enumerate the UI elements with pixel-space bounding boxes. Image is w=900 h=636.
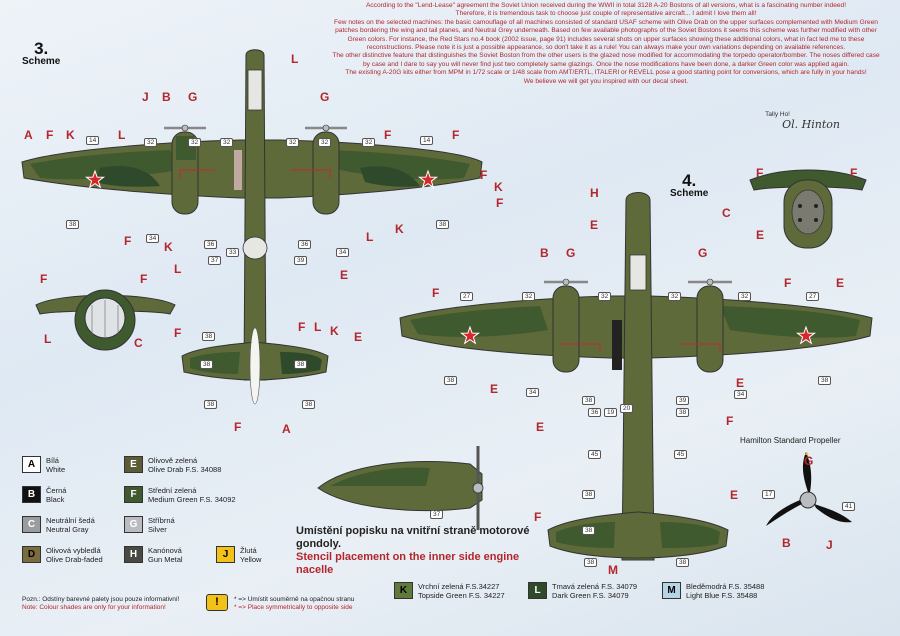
stencil-number: 37 [430, 510, 443, 519]
scheme-3-aircraft-top-view [22, 50, 482, 404]
callout-label: F [432, 286, 440, 300]
legend-item [528, 582, 637, 600]
intro-paragraph: The other distinctive feature that distinguishes the Soviet Boston from the other users is the glazed nose modified for accommodating the torpedo operator/bomber. The noses differed case by case and I dare to say you will never find just two completely same glazings. Once the nose modifications have been done, a darker Green color was applied again. [332, 52, 880, 68]
legend-text [686, 582, 764, 600]
legend-name-cz: Neutrální šedá [46, 516, 95, 525]
scheme-number: 4. [682, 171, 697, 190]
callout-label: F [234, 420, 242, 434]
callout-label: B [782, 536, 791, 550]
propeller-title: Hamilton Standard Propeller [740, 436, 841, 445]
callout-label: G [804, 454, 814, 468]
legend-item [124, 486, 236, 504]
palette-note-cz: Pozn.: Odstíny barevné palety jsou pouze informativní! [22, 596, 180, 603]
callout-label: F [452, 128, 460, 142]
callout-label: C [134, 336, 143, 350]
callout-label: K [395, 222, 404, 236]
stencil-number: 38 [200, 360, 213, 369]
callout-label: F [40, 272, 48, 286]
callout-label: K [494, 180, 503, 194]
stencil-number: 27 [460, 292, 473, 301]
callout-label: J [826, 538, 833, 552]
legend-item [216, 546, 261, 564]
callout-label: K [66, 128, 75, 142]
stencil-number: 38 [66, 220, 79, 229]
signature-greeting: Tally Ho! [765, 111, 790, 118]
legend-name-en: Olive Drab F.S. 34088 [148, 465, 222, 474]
callout-label: F [534, 510, 542, 524]
legend-name-en: Gun Metal [148, 555, 183, 564]
callout-label: E [354, 330, 363, 344]
color-swatch: C [22, 516, 41, 533]
legend-text [240, 546, 261, 564]
legend-name-en: Light Blue F.S. 35488 [686, 591, 758, 600]
stencil-number: 38 [582, 490, 595, 499]
symmetry-note-en: * => Place symmetrically to opposite side [234, 604, 353, 611]
legend-text [418, 582, 505, 600]
callout-label: E [730, 488, 739, 502]
nacelle-stencil-note [296, 525, 556, 577]
stencil-number: 39 [676, 396, 689, 405]
stencil-number: 38 [582, 526, 595, 535]
stencil-number: 32 [362, 138, 375, 147]
legend-item [124, 456, 221, 474]
callout-label: F [784, 276, 792, 290]
color-swatch: D [22, 546, 41, 563]
stencil-number: 32 [522, 292, 535, 301]
callout-label: J [142, 90, 149, 104]
stencil-number: 39 [294, 256, 307, 265]
stencil-number: 41 [842, 502, 855, 511]
stencil-number: 32 [144, 138, 157, 147]
callout-label: F [384, 128, 392, 142]
callout-label: L [44, 332, 52, 346]
stencil-number: 27 [806, 292, 819, 301]
color-swatch: H [124, 546, 143, 563]
stencil-number: 38 [676, 558, 689, 567]
callout-label: A [24, 128, 33, 142]
legend-name-en: Dark Green F.S. 34079 [552, 591, 629, 600]
stencil-number: 34 [336, 248, 349, 257]
callout-label: E [340, 268, 349, 282]
legend-item [22, 486, 66, 504]
callout-label: E [490, 382, 499, 396]
color-swatch: L [528, 582, 547, 599]
stencil-number: 45 [588, 450, 601, 459]
callout-label: L [366, 230, 374, 244]
legend-name-en: Medium Green F.S. 34092 [148, 495, 236, 504]
legend-name-cz: Vrchní zelená F.S.34227 [418, 582, 500, 591]
stencil-number: 32 [738, 292, 751, 301]
callout-label: A [282, 422, 291, 436]
legend-name-cz: Bílá [46, 456, 59, 465]
legend-name-cz: Stříbrná [148, 516, 175, 525]
callout-label: H [590, 186, 599, 200]
intro-paragraph: Few notes on the selected machines: the basic camouflage of all machines consisted of standard USAF scheme with Olive Drab on the upper surfaces complemented with Medium Green patches bordering the wing and tail planes, and Neutral Grey underneath. Based on few available photographs of the Soviet Bostons it seems this scheme was further modified with other Green colors. For instance, the Red Stars no.4 book (2002 issue, page 91) includes several shots on upper surfaces showing these additional colors, what in fact led me to these reconstructions. Please note it is just a possible appearance, so don't take it as a rule! You can always make your own variations depending on available references. [334, 18, 878, 52]
stencil-number: 34 [734, 390, 747, 399]
callout-label: F [298, 320, 306, 334]
intro-paragraph: According to the "Lend-Lease" agreement the Soviet Union received during the WWII in total 3128 A-20 Bostons of all versions, what is a fascinating number indeed! [365, 2, 847, 9]
symmetry-note [234, 596, 354, 612]
legend-name-en: Yellow [240, 555, 262, 564]
stencil-number: 34 [146, 234, 159, 243]
legend-name-en: White [46, 465, 66, 474]
note-czech: Umístění popisku na vnitřní straně motorové gondoly. [296, 525, 530, 550]
stencil-number: 38 [302, 400, 315, 409]
legend-name-en: Olive Drab-faded [46, 555, 103, 564]
callout-label: E [756, 228, 765, 242]
callout-label: E [736, 376, 745, 390]
stencil-number: 38 [818, 376, 831, 385]
legend-text [46, 546, 103, 564]
callout-label: F [174, 326, 182, 340]
engine-nacelle-side-view [318, 446, 483, 530]
stencil-number: 32 [220, 138, 233, 147]
scheme-4-aircraft-front-view [750, 170, 866, 248]
callout-label: G [698, 246, 708, 260]
color-swatch: A [22, 456, 41, 473]
callout-label: C [722, 206, 731, 220]
scheme-3-aircraft-front-view [36, 290, 175, 350]
warning-icon: ! [206, 594, 228, 611]
stencil-number: 38 [436, 220, 449, 229]
callout-label: K [164, 240, 173, 254]
stencil-number: 14 [420, 136, 433, 145]
callout-label: E [836, 276, 845, 290]
palette-note-en: Note: Colour shades are only for your information! [22, 604, 166, 611]
legend-name-cz: Olivová vybledlá [46, 546, 101, 555]
callout-label: K [330, 324, 339, 338]
callout-label: F [496, 196, 504, 210]
callout-label: E [590, 218, 599, 232]
color-swatch: F [124, 486, 143, 503]
legend-item [124, 516, 175, 534]
stencil-number: 38 [204, 400, 217, 409]
color-swatch: K [394, 582, 413, 599]
callout-label: F [480, 168, 488, 182]
legend-name-en: Neutral Gray [46, 525, 89, 534]
callout-label: F [46, 128, 54, 142]
stencil-number: 32 [318, 138, 331, 147]
stencil-number: 32 [668, 292, 681, 301]
stencil-number: 14 [86, 136, 99, 145]
callout-label: F [756, 166, 764, 180]
stencil-number: 32 [286, 138, 299, 147]
legend-text [148, 456, 221, 474]
stencil-number: 36 [588, 408, 601, 417]
legend-name-en: Topside Green F.S. 34227 [418, 591, 505, 600]
palette-note [22, 596, 180, 612]
legend-text [46, 456, 65, 474]
legend-name-cz: Žlutá [240, 546, 257, 555]
stencil-number: 37 [208, 256, 221, 265]
callout-label: L [291, 52, 299, 66]
stencil-number: 17 [762, 490, 775, 499]
legend-item [22, 546, 103, 564]
callout-label: F [124, 234, 132, 248]
scheme-number: 3. [34, 39, 49, 58]
legend-text [46, 486, 66, 504]
legend-text [148, 486, 236, 504]
scheme-label: Scheme [22, 56, 61, 67]
stencil-number: 45 [674, 450, 687, 459]
callout-label: G [566, 246, 576, 260]
color-swatch: E [124, 456, 143, 473]
symmetry-note-cz: * => Umístit souměrně na opačnou stranu [234, 596, 355, 603]
legend-text [46, 516, 95, 534]
legend-item [394, 582, 505, 600]
stencil-number: 20 [620, 404, 633, 413]
signature: Ol. Hinton [782, 118, 840, 131]
stencil-number: 32 [598, 292, 611, 301]
legend-name-en: Silver [148, 525, 167, 534]
legend-name-cz: Olivově zelená [148, 456, 198, 465]
stencil-number: 38 [444, 376, 457, 385]
stencil-number: 38 [676, 408, 689, 417]
legend-item [124, 546, 183, 564]
legend-text [148, 516, 175, 534]
legend-name-cz: Černá [46, 486, 67, 495]
callout-label: F [850, 166, 858, 180]
legend-name-cz: Bleděmodrá F.S. 35488 [686, 582, 765, 591]
stencil-number: 38 [582, 396, 595, 405]
intro-paragraph: Therefore, it is tremendous task to choose just couple of representative aircraft... I admit I love them all! [455, 10, 757, 18]
intro-paragraph: We believe we will get you inspired with our decal sheet. [523, 77, 689, 85]
legend-item [22, 516, 95, 534]
stencil-number: 38 [584, 558, 597, 567]
legend-name-cz: Střední zelená [148, 486, 197, 495]
color-swatch: G [124, 516, 143, 533]
callout-label: B [162, 90, 171, 104]
legend-text [148, 546, 183, 564]
stencil-number: 33 [226, 248, 239, 257]
color-swatch: J [216, 546, 235, 563]
callout-label: L [174, 262, 182, 276]
stencil-number: 34 [526, 388, 539, 397]
callout-label: M [608, 563, 618, 577]
intro-paragraph: The existing A-20G kits either from MPM in 1/72 scale or 1/48 scale from AMT/ERTL, ITALERI or REVELL pose a good starting point for conversions, which are fully in your hands! [345, 69, 867, 77]
scheme-label: Scheme [670, 188, 709, 199]
stencil-number: 19 [604, 408, 617, 417]
stencil-number: 32 [188, 138, 201, 147]
callout-label: F [726, 414, 734, 428]
color-swatch: B [22, 486, 41, 503]
stencil-number: 38 [294, 360, 307, 369]
stencil-number: 36 [204, 240, 217, 249]
callout-label: G [320, 90, 330, 104]
legend-name-cz: Kanónová [148, 546, 182, 555]
legend-item [662, 582, 764, 600]
callout-label: L [118, 128, 126, 142]
legend-name-cz: Tmavá zelená F.S. 34079 [552, 582, 638, 591]
callout-label: F [140, 272, 148, 286]
callout-label: E [536, 420, 545, 434]
color-swatch: M [662, 582, 681, 599]
legend-name-en: Black [46, 495, 65, 504]
stencil-number: 36 [298, 240, 311, 249]
legend-item [22, 456, 65, 474]
note-english: Stencil placement on the inner side engine nacelle [296, 551, 520, 576]
callout-label: L [314, 320, 322, 334]
stencil-number: 38 [202, 332, 215, 341]
legend-text [552, 582, 637, 600]
callout-label: B [540, 246, 549, 260]
callout-label: G [188, 90, 198, 104]
